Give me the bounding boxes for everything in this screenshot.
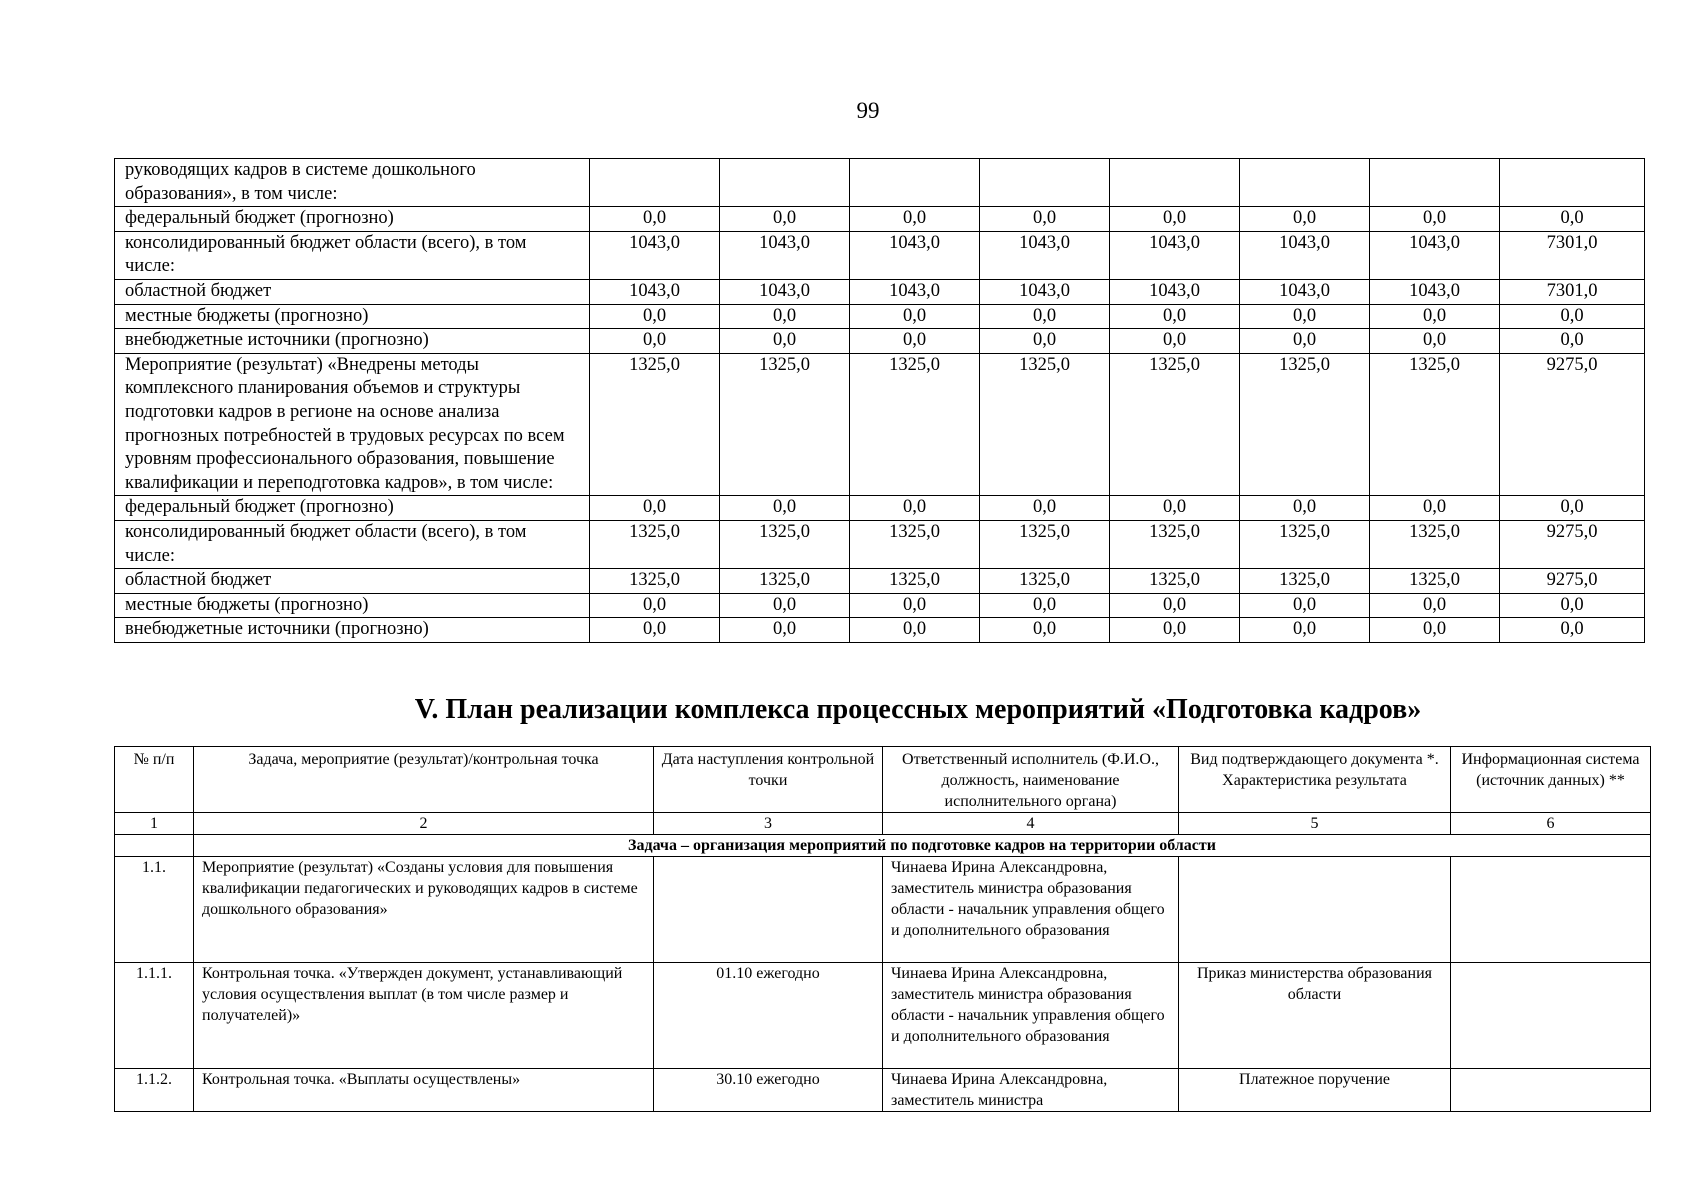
- table-row: [115, 1069, 1651, 1112]
- column-number: 1: [115, 813, 194, 835]
- header-cell-number: № п/п: [115, 747, 194, 813]
- funding-value-cell: 1043,0: [1240, 231, 1370, 279]
- funding-value-cell: 0,0: [590, 329, 720, 354]
- funding-row-label: внебюджетные источники (прогнозно): [115, 329, 590, 354]
- funding-value-cell: 1325,0: [1110, 353, 1240, 496]
- funding-value-cell: 1043,0: [1370, 231, 1500, 279]
- funding-value-cell: 0,0: [1370, 304, 1500, 329]
- table-row: [115, 857, 1651, 963]
- row-responsible: Чинаева Ирина Александровна, заместитель министра образования области - начальник управления общего и дополнительного образования: [883, 857, 1179, 963]
- plan-header-row: [115, 747, 1651, 813]
- funding-row: [115, 593, 1645, 618]
- funding-value-cell: 1325,0: [720, 569, 850, 594]
- funding-row-label: местные бюджеты (прогнозно): [115, 593, 590, 618]
- funding-value-cell: 1325,0: [850, 569, 980, 594]
- funding-value-cell: 0,0: [720, 329, 850, 354]
- funding-value-cell: [1500, 159, 1645, 207]
- funding-value-cell: 7301,0: [1500, 231, 1645, 279]
- funding-value-cell: 0,0: [850, 593, 980, 618]
- column-number: 3: [654, 813, 883, 835]
- funding-value-cell: 0,0: [1500, 618, 1645, 643]
- funding-value-cell: 1325,0: [590, 520, 720, 568]
- funding-value-cell: 1043,0: [590, 279, 720, 304]
- funding-value-cell: 0,0: [1110, 593, 1240, 618]
- plan-table: [114, 746, 1651, 1112]
- funding-value-cell: 1325,0: [1370, 520, 1500, 568]
- funding-value-cell: 1325,0: [1240, 520, 1370, 568]
- funding-value-cell: 0,0: [1110, 496, 1240, 521]
- funding-value-cell: 1325,0: [590, 569, 720, 594]
- funding-value-cell: 7301,0: [1500, 279, 1645, 304]
- funding-value-cell: 0,0: [590, 207, 720, 232]
- row-responsible: Чинаева Ирина Александровна, заместитель министра: [883, 1069, 1179, 1112]
- row-system: [1451, 1069, 1651, 1112]
- funding-row-label: внебюджетные источники (прогнозно): [115, 618, 590, 643]
- header-cell-responsible: Ответственный исполнитель (Ф.И.О., должность, наименование исполнительного органа): [883, 747, 1179, 813]
- funding-value-cell: 1043,0: [1370, 279, 1500, 304]
- funding-value-cell: 1043,0: [720, 231, 850, 279]
- column-number: 5: [1179, 813, 1451, 835]
- funding-value-cell: 9275,0: [1500, 353, 1645, 496]
- funding-value-cell: 0,0: [980, 496, 1110, 521]
- funding-value-cell: 0,0: [1370, 593, 1500, 618]
- funding-value-cell: 1043,0: [590, 231, 720, 279]
- funding-value-cell: 0,0: [720, 593, 850, 618]
- funding-value-cell: 1325,0: [1110, 569, 1240, 594]
- funding-value-cell: 0,0: [720, 207, 850, 232]
- funding-row-label: консолидированный бюджет области (всего), в том числе:: [115, 231, 590, 279]
- task-title: Задача – организация мероприятий по подготовке кадров на территории области: [194, 835, 1651, 857]
- row-system: [1451, 857, 1651, 963]
- funding-row-label: консолидированный бюджет области (всего), в том числе:: [115, 520, 590, 568]
- funding-value-cell: 0,0: [1500, 207, 1645, 232]
- funding-value-cell: 0,0: [1240, 593, 1370, 618]
- funding-value-cell: 0,0: [1110, 618, 1240, 643]
- funding-value-cell: 1325,0: [720, 520, 850, 568]
- funding-value-cell: 1043,0: [720, 279, 850, 304]
- row-responsible: Чинаева Ирина Александровна, заместитель министра образования области - начальник управления общего и дополнительного образования: [883, 963, 1179, 1069]
- row-number: 1.1.2.: [115, 1069, 194, 1112]
- funding-value-cell: 0,0: [980, 304, 1110, 329]
- funding-value-cell: 0,0: [980, 593, 1110, 618]
- funding-value-cell: 1043,0: [1110, 231, 1240, 279]
- funding-value-cell: 0,0: [980, 207, 1110, 232]
- funding-value-cell: 0,0: [590, 496, 720, 521]
- row-document: [1179, 857, 1451, 963]
- funding-value-cell: 1325,0: [980, 353, 1110, 496]
- header-cell-date: Дата наступления контрольной точки: [654, 747, 883, 813]
- funding-value-cell: 1043,0: [850, 231, 980, 279]
- funding-value-cell: 1325,0: [850, 520, 980, 568]
- funding-value-cell: [590, 159, 720, 207]
- row-number: 1.1.: [115, 857, 194, 963]
- funding-value-cell: 0,0: [1500, 496, 1645, 521]
- funding-value-cell: 1325,0: [1370, 569, 1500, 594]
- funding-row-label: Мероприятие (результат) «Внедрены методы комплексного планирования объемов и структуры подготовки кадров в регионе на основе анализа прогнозных потребностей в трудовых ресурсах по всем уровням профессионального образования, повышение квалификации и переподготовка кадров», в том числе:: [115, 353, 590, 496]
- funding-value-cell: 0,0: [590, 304, 720, 329]
- funding-value-cell: [1370, 159, 1500, 207]
- funding-row: [115, 353, 1645, 496]
- funding-row: [115, 207, 1645, 232]
- header-cell-system: Информационная система (источник данных) **: [1451, 747, 1651, 813]
- funding-value-cell: [1110, 159, 1240, 207]
- funding-row: [115, 618, 1645, 643]
- funding-row-label: федеральный бюджет (прогнозно): [115, 496, 590, 521]
- funding-value-cell: 1325,0: [850, 353, 980, 496]
- funding-value-cell: 0,0: [980, 329, 1110, 354]
- funding-row: [115, 304, 1645, 329]
- plan-column-number-row: [115, 813, 1651, 835]
- funding-value-cell: 0,0: [1500, 304, 1645, 329]
- row-date: 01.10 ежегодно: [654, 963, 883, 1069]
- header-cell-item: Задача, мероприятие (результат)/контрольная точка: [194, 747, 654, 813]
- funding-value-cell: 1325,0: [980, 520, 1110, 568]
- funding-row-label: местные бюджеты (прогнозно): [115, 304, 590, 329]
- funding-value-cell: 0,0: [1370, 618, 1500, 643]
- funding-value-cell: 1043,0: [850, 279, 980, 304]
- funding-value-cell: 1325,0: [1240, 569, 1370, 594]
- funding-value-cell: 0,0: [1240, 618, 1370, 643]
- funding-value-cell: 1325,0: [1240, 353, 1370, 496]
- funding-row-label: областной бюджет: [115, 279, 590, 304]
- funding-value-cell: 1325,0: [720, 353, 850, 496]
- funding-value-cell: 0,0: [1500, 593, 1645, 618]
- funding-value-cell: 0,0: [850, 329, 980, 354]
- funding-value-cell: 1325,0: [590, 353, 720, 496]
- row-date: 30.10 ежегодно: [654, 1069, 883, 1112]
- funding-value-cell: 1043,0: [980, 231, 1110, 279]
- funding-value-cell: [850, 159, 980, 207]
- column-number: 4: [883, 813, 1179, 835]
- row-item: Контрольная точка. «Утвержден документ, устанавливающий условия осуществления выплат (в том числе размер и получателей)»: [194, 963, 654, 1069]
- funding-row: [115, 569, 1645, 594]
- funding-value-cell: 1325,0: [1110, 520, 1240, 568]
- funding-value-cell: 1325,0: [1370, 353, 1500, 496]
- column-number: 2: [194, 813, 654, 835]
- funding-value-cell: [980, 159, 1110, 207]
- funding-value-cell: [1240, 159, 1370, 207]
- row-item: Контрольная точка. «Выплаты осуществлены»: [194, 1069, 654, 1112]
- row-item: Мероприятие (результат) «Созданы условия для повышения квалификации педагогических и руководящих кадров в системе дошкольного образования»: [194, 857, 654, 963]
- funding-row-label: областной бюджет: [115, 569, 590, 594]
- funding-value-cell: 0,0: [850, 207, 980, 232]
- row-system: [1451, 963, 1651, 1069]
- funding-value-cell: 1043,0: [980, 279, 1110, 304]
- funding-value-cell: 0,0: [1500, 329, 1645, 354]
- page-number: 99: [856, 98, 880, 123]
- funding-row: [115, 159, 1645, 207]
- funding-row: [115, 329, 1645, 354]
- funding-value-cell: 0,0: [720, 618, 850, 643]
- funding-value-cell: 1043,0: [1110, 279, 1240, 304]
- funding-value-cell: 0,0: [1110, 207, 1240, 232]
- row-date: [654, 857, 883, 963]
- funding-value-cell: 1325,0: [980, 569, 1110, 594]
- funding-value-cell: 0,0: [1240, 207, 1370, 232]
- funding-value-cell: 0,0: [980, 618, 1110, 643]
- funding-value-cell: 0,0: [720, 496, 850, 521]
- funding-value-cell: 0,0: [1110, 304, 1240, 329]
- funding-value-cell: 0,0: [850, 496, 980, 521]
- funding-value-cell: 0,0: [1240, 496, 1370, 521]
- funding-value-cell: 9275,0: [1500, 569, 1645, 594]
- task-row: [115, 835, 1651, 857]
- row-document: Приказ министерства образования области: [1179, 963, 1451, 1069]
- funding-value-cell: 0,0: [720, 304, 850, 329]
- funding-value-cell: 0,0: [850, 618, 980, 643]
- section-title: V. План реализации комплекса процессных мероприятий «Подготовка кадров»: [414, 694, 1422, 725]
- column-number: 6: [1451, 813, 1651, 835]
- funding-value-cell: [720, 159, 850, 207]
- funding-row-label: федеральный бюджет (прогнозно): [115, 207, 590, 232]
- funding-value-cell: 0,0: [1370, 329, 1500, 354]
- funding-value-cell: 0,0: [590, 593, 720, 618]
- funding-row-label: руководящих кадров в системе дошкольного образования», в том числе:: [115, 159, 590, 207]
- header-cell-document: Вид подтверждающего документа *. Характеристика результата: [1179, 747, 1451, 813]
- table-row: [115, 963, 1651, 1069]
- funding-value-cell: 1043,0: [1240, 279, 1370, 304]
- funding-row: [115, 279, 1645, 304]
- row-number: 1.1.1.: [115, 963, 194, 1069]
- funding-row: [115, 496, 1645, 521]
- funding-value-cell: 0,0: [1110, 329, 1240, 354]
- funding-table: [114, 158, 1645, 643]
- funding-value-cell: 0,0: [590, 618, 720, 643]
- funding-value-cell: 0,0: [1240, 329, 1370, 354]
- funding-value-cell: 0,0: [1240, 304, 1370, 329]
- task-row-empty-cell: [115, 835, 194, 857]
- funding-value-cell: 9275,0: [1500, 520, 1645, 568]
- funding-value-cell: 0,0: [1370, 496, 1500, 521]
- row-document: Платежное поручение: [1179, 1069, 1451, 1112]
- funding-value-cell: 0,0: [1370, 207, 1500, 232]
- funding-value-cell: 0,0: [850, 304, 980, 329]
- funding-row: [115, 231, 1645, 279]
- funding-row: [115, 520, 1645, 568]
